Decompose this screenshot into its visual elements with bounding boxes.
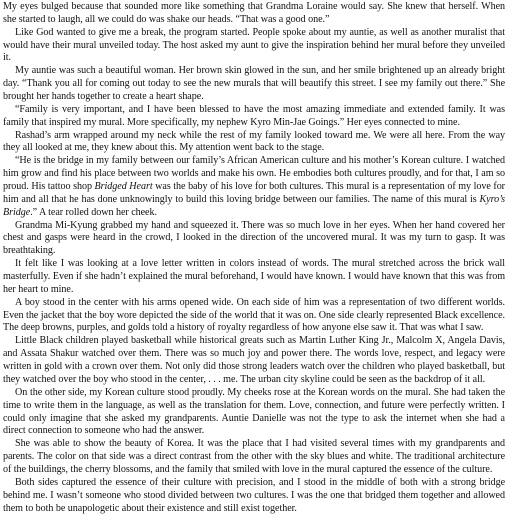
body-paragraph xyxy=(3,220,505,259)
body-paragraph xyxy=(3,1,505,27)
paragraph-text: Grandma Mi-Kyung grabbed my hand and squeezed it. There was so much love in her eyes. When her hand covered her chest and gasps were heard in the crowd, I looked in the direction of the uncovered mural. It was my turn to gasp. It was breathtaking. xyxy=(3,219,505,257)
body-paragraph xyxy=(3,27,505,66)
italic-title-text: Bridged Heart xyxy=(94,181,153,193)
body-paragraph xyxy=(3,438,505,477)
body-paragraph xyxy=(3,297,505,336)
paragraph-text: Both sides captured the essence of their culture with precision, and I stood in the middle of both with a strong bridge behind me. I wasn’t someone who stood divided between two cultures. I was the one that bridged them together and allowed them to both be unapologetic about their existence and still exist together. xyxy=(3,476,505,514)
paragraph-text: Little Black children played basketball while historical greats such as Martin Luther King Jr., Malcolm X, Angela Davis, and Assata Shakur watched over them. There was so much joy and power there. The words love, respect, and legacy were written in gold with a crown over them. Not only did those strong leaders watch over the children who played basketball, but they watched over the boy who stood in the center, . . . me. The urban city skyline could be seen as the backdrop of it all. xyxy=(3,335,505,385)
body-paragraph xyxy=(3,65,505,104)
paragraph-text: She was able to show the beauty of Korea. It was the place that I had visited several times with my grandparents and parents. The color on that side was a direct contrast from the other with the sky blues and white. The traditional architecture of the buildings, the cherry blossoms, and the family that smiled with love in the mural captured the essence of the culture. xyxy=(3,438,505,475)
body-paragraph xyxy=(3,155,505,219)
body-paragraph xyxy=(3,258,505,297)
paragraph-text: Like God wanted to give me a break, the program started. People spoke about my auntie, as well as another muralist that would have their mural unveiled today. The host asked my aunt to give the inspiration behind her mural before they unveiled it. xyxy=(3,26,505,64)
body-paragraph xyxy=(3,335,505,386)
paragraph-text: My eyes bulged because that sounded more like something that Grandma Loraine would say. She knew that herself. When she started to laugh, all we could do was shake our heads. “That was a good one.” xyxy=(3,1,505,25)
paragraph-text: “He is the bridge in my family between our family’s African American culture and his mother’s Korean culture. I watched him grow and find his place between two worlds and make his own. He embodies both cultures proudly, and for that, I am so proud. His tattoo shop xyxy=(3,155,505,193)
body-paragraph xyxy=(3,387,505,438)
italic-title-text: Kyro’s Bridge xyxy=(3,193,505,218)
paragraph-text: “Family is very important, and I have been blessed to have the most amazing immediate and extended family. It was family that inspired my mural. More specifically, my nephew Kyro Min-Jae Goings.” Her eyes connected to mine. xyxy=(3,103,505,128)
paragraph-text: Rashad’s arm wrapped around my neck while the rest of my family looked toward me. We were all here. From the way they all looked at me, they knew about this. My attention went back to the stage. xyxy=(3,129,505,154)
body-paragraph xyxy=(3,477,505,516)
paragraph-text: .” A tear rolled down her cheek. xyxy=(30,206,157,218)
paragraph-text: It felt like I was looking at a love letter written in colors instead of words. The mural stretched across the brick wall masterfully. Even if she hadn’t explained the mural beforehand, I would have known. I would have known that this was from her heart to mine. xyxy=(3,258,505,295)
body-paragraph xyxy=(3,104,505,130)
paragraph-text: was the baby of his love for both cultures. This mural is a representation of my love for him and all that he has done unknowingly to build this loving bridge between our families. The name of this mural is xyxy=(3,181,505,205)
paragraph-text: A boy stood in the center with his arms opened wide. On each side of him was a representation of two different worlds. Even the jacket that the boy wore depicted the side of the world that it was on. One side clearly represented Black excellence. The deep browns, purples, and golds told a history of royalty regardless of how anyone else saw it. That was what I saw. xyxy=(3,296,505,334)
document-page xyxy=(3,1,505,515)
paragraph-text: On the other side, my Korean culture stood proudly. My cheeks rose at the Korean words on the mural. She had taken the time to write them in the language, as well as the translation for them. Love, connection, and future were perfectly written. I could only imagine that she asked my grandparents. Auntie Danielle was not the type to ask the internet when she had a direct connection to someone who had the answer. xyxy=(3,386,505,437)
paragraph-text: My auntie was such a beautiful woman. Her brown skin glowed in the sun, and her smile brightened up an already bright day. “Thank you all for coming out today to see the new murals that will beautify this street. I see my family out there.” She brought her hands together to create a heart shape. xyxy=(3,65,505,103)
body-paragraph xyxy=(3,130,505,156)
